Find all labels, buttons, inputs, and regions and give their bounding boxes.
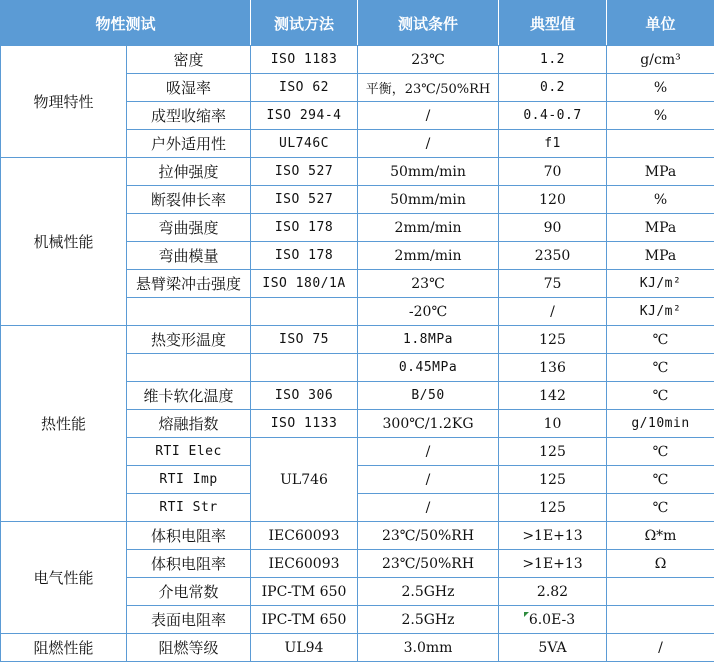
condition-cell: /	[358, 438, 499, 466]
condition-cell: 0.45MPa	[358, 354, 499, 382]
property-cell: 表面电阻率	[127, 606, 251, 634]
unit-cell: %	[607, 186, 714, 214]
method-cell	[251, 354, 358, 382]
unit-cell: /	[607, 634, 714, 662]
unit-cell	[607, 578, 714, 606]
method-cell: UL94	[251, 634, 358, 662]
property-cell	[127, 354, 251, 382]
property-cell: RTI Imp	[127, 466, 251, 494]
method-cell: ISO 527	[251, 158, 358, 186]
value-cell: 0.2	[499, 74, 607, 102]
method-cell: ISO 1183	[251, 46, 358, 74]
value-cell: 2.82	[499, 578, 607, 606]
value-cell: 0.4-0.7	[499, 102, 607, 130]
unit-cell: MPa	[607, 214, 714, 242]
condition-cell: B/50	[358, 382, 499, 410]
value-cell: 120	[499, 186, 607, 214]
condition-cell: 2.5GHz	[358, 606, 499, 634]
value-cell: 10	[499, 410, 607, 438]
method-cell: IEC60093	[251, 522, 358, 550]
value-cell: >1E+13	[499, 550, 607, 578]
header-test-method: 测试方法	[251, 1, 358, 46]
condition-cell: /	[358, 466, 499, 494]
unit-cell: ℃	[607, 466, 714, 494]
method-cell: ISO 62	[251, 74, 358, 102]
condition-cell: 2mm/min	[358, 214, 499, 242]
method-cell: IPC-TM 650	[251, 578, 358, 606]
method-cell: ISO 294-4	[251, 102, 358, 130]
property-cell: 维卡软化温度	[127, 382, 251, 410]
method-cell: ISO 178	[251, 242, 358, 270]
property-cell: RTI Str	[127, 494, 251, 522]
property-cell: 成型收缩率	[127, 102, 251, 130]
unit-cell: ℃	[607, 494, 714, 522]
condition-cell: -20℃	[358, 298, 499, 326]
condition-cell: 3.0mm	[358, 634, 499, 662]
value-cell: 136	[499, 354, 607, 382]
method-cell	[251, 298, 358, 326]
table-row	[1, 522, 714, 550]
value-cell: 125	[499, 438, 607, 466]
value-cell: 5VA	[499, 634, 607, 662]
header-property-test: 物性测试	[1, 1, 251, 46]
method-cell: IEC60093	[251, 550, 358, 578]
condition-cell: 23℃	[358, 270, 499, 298]
property-cell: 熔融指数	[127, 410, 251, 438]
condition-cell: 23℃/50%RH	[358, 522, 499, 550]
property-cell: 断裂伸长率	[127, 186, 251, 214]
header-row	[1, 1, 714, 46]
unit-cell: %	[607, 102, 714, 130]
method-cell: IPC-TM 650	[251, 606, 358, 634]
property-cell: 吸湿率	[127, 74, 251, 102]
property-cell: 热变形温度	[127, 326, 251, 354]
value-cell	[499, 606, 607, 634]
table-row	[1, 46, 714, 74]
unit-cell: %	[607, 74, 714, 102]
condition-cell: /	[358, 130, 499, 158]
unit-cell: ℃	[607, 438, 714, 466]
method-cell: UL746	[251, 438, 358, 522]
value-cell: f1	[499, 130, 607, 158]
value-cell: 1.2	[499, 46, 607, 74]
unit-cell: MPa	[607, 158, 714, 186]
unit-cell: Ω	[607, 550, 714, 578]
unit-cell: ℃	[607, 382, 714, 410]
header-typical-value: 典型值	[499, 1, 607, 46]
method-cell: UL746C	[251, 130, 358, 158]
header-test-condition: 测试条件	[358, 1, 499, 46]
unit-cell: g/cm³	[607, 46, 714, 74]
value-text: 6.0E-3	[528, 611, 576, 628]
property-cell: 户外适用性	[127, 130, 251, 158]
property-cell: 体积电阻率	[127, 522, 251, 550]
property-cell: 阻燃等级	[127, 634, 251, 662]
value-cell: >1E+13	[499, 522, 607, 550]
method-cell: ISO 527	[251, 186, 358, 214]
value-cell: 125	[499, 494, 607, 522]
condition-cell: /	[358, 494, 499, 522]
property-cell	[127, 298, 251, 326]
condition-cell: 300℃/1.2KG	[358, 410, 499, 438]
property-cell: 悬臂梁冲击强度	[127, 270, 251, 298]
table-row	[1, 634, 714, 662]
property-cell: 拉伸强度	[127, 158, 251, 186]
condition-cell: 平衡，23℃/50%RH	[358, 74, 499, 102]
condition-cell: 50mm/min	[358, 186, 499, 214]
property-cell: 弯曲强度	[127, 214, 251, 242]
table-row	[1, 158, 714, 186]
condition-cell: 2mm/min	[358, 242, 499, 270]
unit-cell: g/10min	[607, 410, 714, 438]
method-cell: ISO 75	[251, 326, 358, 354]
property-cell: RTI Elec	[127, 438, 251, 466]
unit-cell	[607, 130, 714, 158]
value-cell: 125	[499, 326, 607, 354]
category-mechanical: 机械性能	[1, 158, 127, 326]
property-cell: 体积电阻率	[127, 550, 251, 578]
unit-cell	[607, 606, 714, 634]
method-cell: ISO 180/1A	[251, 270, 358, 298]
condition-cell: 50mm/min	[358, 158, 499, 186]
method-cell: ISO 178	[251, 214, 358, 242]
category-electrical: 电气性能	[1, 522, 127, 634]
condition-cell: /	[358, 102, 499, 130]
value-cell: 75	[499, 270, 607, 298]
value-cell: 90	[499, 214, 607, 242]
table-row	[1, 326, 714, 354]
value-cell: /	[499, 298, 607, 326]
unit-cell: KJ/m²	[607, 298, 714, 326]
unit-cell: ℃	[607, 326, 714, 354]
unit-cell: Ω*m	[607, 522, 714, 550]
unit-cell: KJ/m²	[607, 270, 714, 298]
unit-cell: MPa	[607, 242, 714, 270]
category-physical: 物理特性	[1, 46, 127, 158]
property-cell: 密度	[127, 46, 251, 74]
unit-cell: ℃	[607, 354, 714, 382]
value-cell: 70	[499, 158, 607, 186]
method-cell: ISO 1133	[251, 410, 358, 438]
method-cell: ISO 306	[251, 382, 358, 410]
value-cell: 2350	[499, 242, 607, 270]
condition-cell: 23℃/50%RH	[358, 550, 499, 578]
property-cell: 弯曲模量	[127, 242, 251, 270]
value-cell: 142	[499, 382, 607, 410]
condition-cell: 2.5GHz	[358, 578, 499, 606]
property-cell: 介电常数	[127, 578, 251, 606]
header-unit: 单位	[607, 1, 714, 46]
value-cell: 125	[499, 466, 607, 494]
category-flame-retardant: 阻燃性能	[1, 634, 127, 662]
condition-cell: 23℃	[358, 46, 499, 74]
category-thermal: 热性能	[1, 326, 127, 522]
condition-cell: 1.8MPa	[358, 326, 499, 354]
